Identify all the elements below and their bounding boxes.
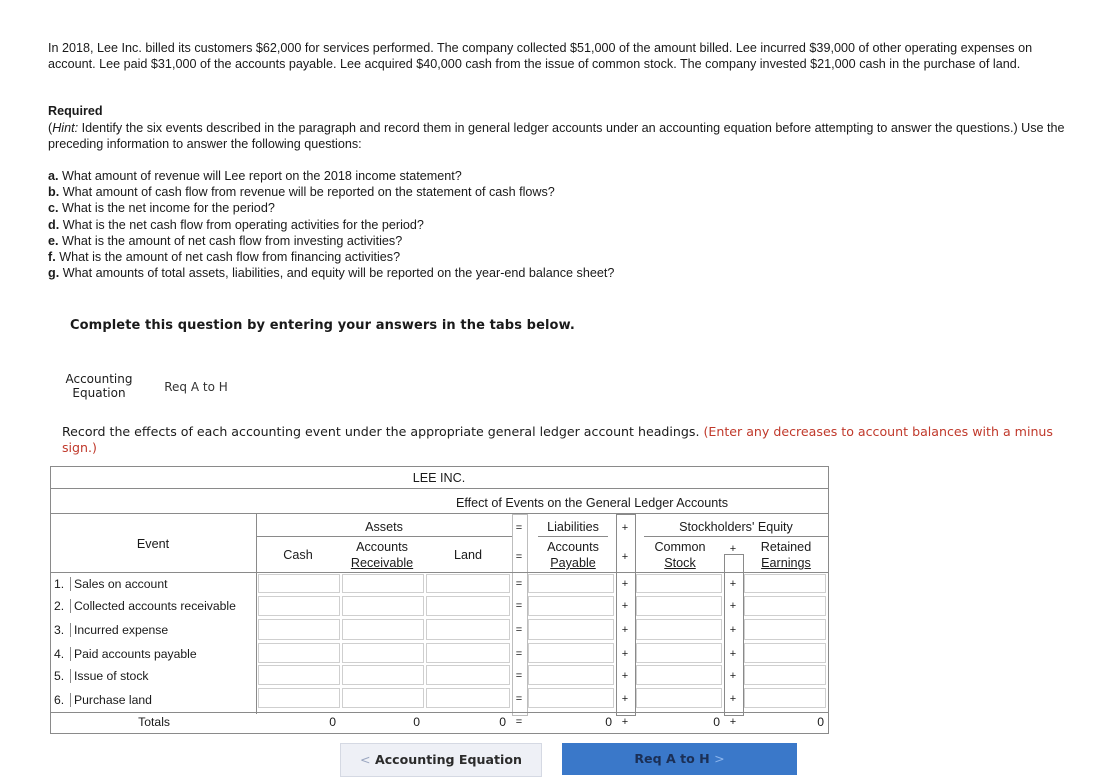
retained-earnings-input[interactable] [744,619,826,640]
land-total: 0 [499,715,506,729]
equals-separator [512,514,528,716]
hint-body: Identify the six events described in the paragraph and record them in general ledger accounts under an accounting equation before attempting to answer the questions.) Use the preceding information to answer the following questions: [48,121,1065,151]
plus-sign: + [729,716,737,728]
prev-tab-button[interactable] [340,743,542,777]
plus-sign: + [729,624,737,636]
event-column-header: Event [136,537,170,551]
event-row-label: 4. Paid accounts payable [54,647,197,661]
plus-sign: + [621,600,629,612]
liabilities-group-header: Liabilities [547,520,599,534]
retained-earnings-input[interactable] [744,643,826,663]
cs-column-header-line2: Stock [664,556,696,570]
retained-earnings-input[interactable] [744,596,826,616]
question-list [48,168,614,281]
equals-sign: = [515,693,523,705]
prev-tab-label: Accounting Equation [374,752,522,767]
cash-input[interactable] [258,665,340,685]
land-input[interactable] [426,665,510,685]
re-column-header-line1: Retained [760,540,812,554]
question-item: b. What amount of cash flow from revenue will be reported on the statement of cash flows? [48,185,555,200]
plus-separator [616,514,636,716]
common-stock-input[interactable] [636,688,722,708]
retained-earnings-input[interactable] [744,574,826,593]
assets-group-header: Assets [365,520,403,534]
event-row-label: 3. Incurred expense [54,623,169,637]
plus-sign: + [729,600,737,612]
common-stock-input[interactable] [636,574,722,593]
plus-sign: + [621,551,629,563]
equity-group-header: Stockholders' Equity [679,520,793,534]
hint-label: Hint: [52,121,79,135]
cash-input[interactable] [258,688,340,708]
cash-column-header: Cash [283,548,313,562]
cash-input[interactable] [258,643,340,663]
re-column-header-line2: Earnings [761,556,811,570]
cs-column-header-line1: Common [654,540,706,554]
tab-req-a-to-h[interactable]: Req A to H [164,380,228,394]
plus-sign: + [621,670,629,682]
accounts-receivable-input[interactable] [342,688,424,708]
accounts-receivable-input[interactable] [342,643,424,663]
accounts-receivable-input[interactable] [342,665,424,685]
ar-total: 0 [413,715,420,729]
accounts-receivable-input[interactable] [342,596,424,616]
question-item: g. What amounts of total assets, liabilities, and equity will be reported on the year-end balance sheet? [48,266,615,281]
plus-sign: + [621,716,629,728]
equals-sign: = [515,600,523,612]
question-item: d. What is the net cash flow from operating activities for the period? [48,217,424,232]
plus-sign: + [729,543,737,555]
land-input[interactable] [426,574,510,593]
cs-total: 0 [713,715,720,729]
re-total: 0 [817,715,824,729]
table-title: LEE INC. [412,471,466,485]
accounts-payable-input[interactable] [528,688,614,708]
ar-column-header-line1: Accounts [356,540,408,554]
cash-input[interactable] [258,619,340,640]
table-subtitle: Effect of Events on the General Ledger Accounts [455,496,729,510]
land-input[interactable] [426,688,510,708]
question-item: f. What is the amount of net cash flow from financing activities? [48,250,401,265]
accounts-receivable-input[interactable] [342,619,424,640]
plus-sign: + [729,693,737,705]
ap-column-header-line1: Accounts [547,540,599,554]
chevron-left-icon: < [360,752,371,767]
common-stock-input[interactable] [636,665,722,685]
accounts-payable-input[interactable] [528,665,614,685]
problem-paragraph: In 2018, Lee Inc. billed its customers $62,000 for services performed. The company collected $51,000 of the amount billed. Lee incurred $39,000 of other operating expenses on account. Lee paid $31,000 of the accounts payable. Lee acquired $40,000 cash from the issue of common stock. The company invested $21,000 cash in the purchase of land. [48,41,1033,71]
complete-prompt: Complete this question by entering your answers in the tabs below. [70,318,575,333]
event-row-label: 1. Sales on account [54,577,168,591]
accounts-receivable-input[interactable] [342,574,424,593]
chevron-right-icon: > [714,751,725,766]
required-heading: Required [48,104,103,118]
divider [50,572,828,573]
accounts-payable-input[interactable] [528,619,614,640]
equals-sign: = [515,648,523,660]
equals-sign: = [515,522,523,534]
accounts-payable-input[interactable] [528,574,614,593]
equals-sign: = [515,578,523,590]
question-item: a. What amount of revenue will Lee report on the 2018 income statement? [48,169,462,183]
common-stock-input[interactable] [636,643,722,663]
plus-sign: + [729,578,737,590]
next-tab-label: Req A to H [634,751,710,766]
common-stock-input[interactable] [636,619,722,640]
event-row-label: 2. Collected accounts receivable [54,599,236,613]
retained-earnings-input[interactable] [744,665,826,685]
divider [644,536,828,537]
cash-input[interactable] [258,574,340,593]
land-input[interactable] [426,619,510,640]
instructions [62,424,1062,456]
plus-sign: + [621,624,629,636]
divider [50,513,828,514]
divider [538,536,608,537]
event-row-label: 6. Purchase land [54,693,152,707]
ar-column-header-line2: Receivable [350,556,414,570]
divider [256,536,512,537]
plus-sign: + [621,648,629,660]
retained-earnings-input[interactable] [744,688,826,708]
ledger-table [50,466,829,736]
cash-total: 0 [329,715,336,729]
question-item: c. What is the net income for the period? [48,201,275,216]
tab-accounting-equation[interactable]: Accounting Equation [52,372,146,400]
event-row-label: 5. Issue of stock [54,669,149,683]
plus-sign: + [729,670,737,682]
plus-sign: + [729,648,737,660]
hint-text: (Hint: Identify the six events described in the paragraph and record them in general ledger accounts under an accounting equation before attempting to answer the questions.) Use the preceding information to answer the following questions: [48,121,1065,151]
cash-input[interactable] [258,596,340,616]
equals-sign: = [515,670,523,682]
instructions-main: Record the effects of each accounting event under the appropriate general ledger account headings. [62,424,700,439]
ap-column-header-line2: Payable [550,556,596,570]
plus-sign: + [621,522,629,534]
equals-sign: = [515,624,523,636]
equals-sign: = [515,551,523,563]
totals-label: Totals [138,715,170,729]
common-stock-input[interactable] [636,596,722,616]
equals-sign: = [515,716,523,728]
divider [50,488,828,489]
land-input[interactable] [426,596,510,616]
accounts-payable-input[interactable] [528,596,614,616]
ap-total: 0 [605,715,612,729]
next-tab-button[interactable] [562,743,797,775]
divider [256,514,257,714]
question-item: e. What is the amount of net cash flow from investing activities? [48,233,403,248]
land-column-header: Land [453,548,483,562]
accounts-payable-input[interactable] [528,643,614,663]
plus-sign: + [621,578,629,590]
plus-sign: + [621,693,629,705]
land-input[interactable] [426,643,510,663]
instructions-note: (Enter any decreases to account balances with a minus sign.) [62,424,1053,455]
divider [50,712,828,713]
